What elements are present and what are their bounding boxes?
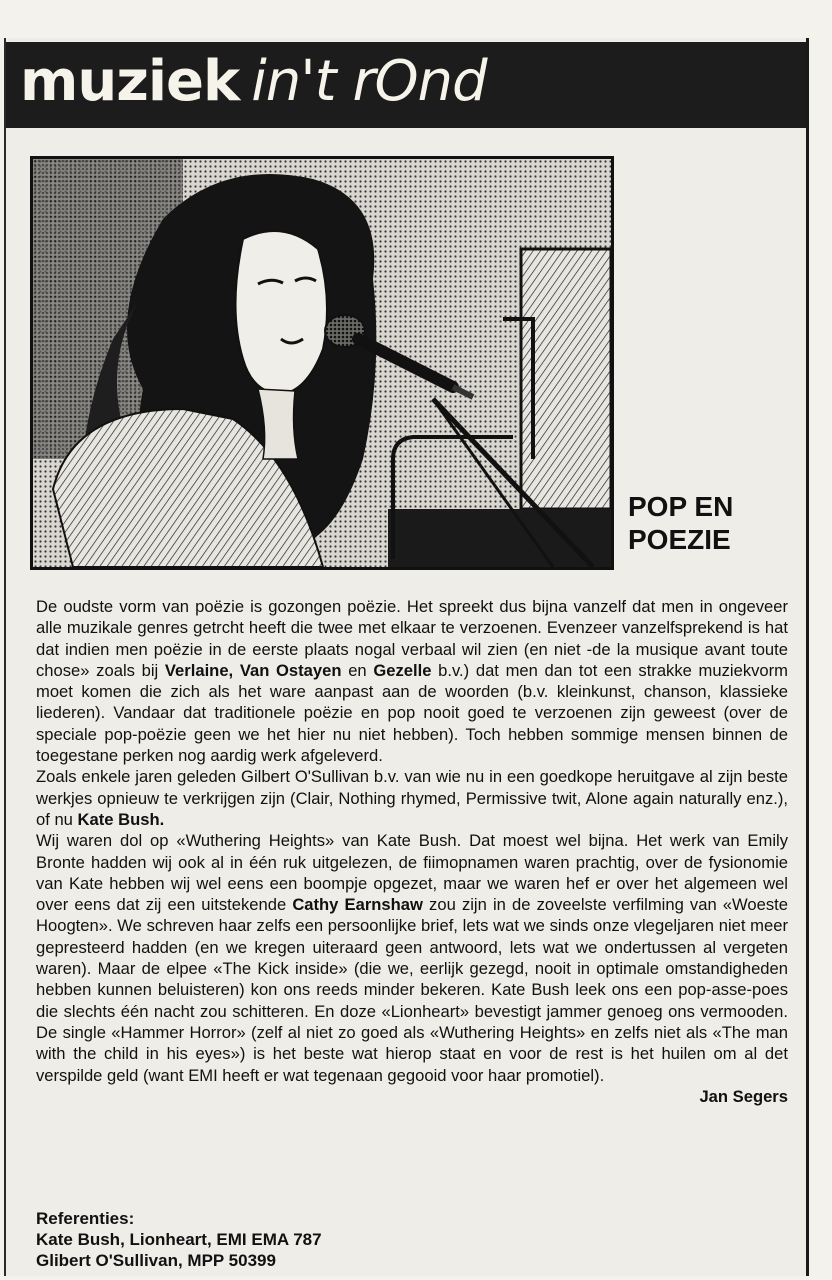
author-signature: Jan Segers <box>699 1086 788 1106</box>
newspaper-clipping <box>4 38 809 1276</box>
section-title-word2: in't rOnd <box>251 49 487 114</box>
references-line-2: Glibert O'Sullivan, MPP 50399 <box>36 1251 276 1270</box>
references-heading: Referenties: <box>36 1209 135 1228</box>
references <box>36 1208 536 1271</box>
headline-line2: POEZIE <box>628 524 731 555</box>
article-body <box>36 596 788 1107</box>
references-line-1: Kate Bush, Lionheart, EMI EMA 787 <box>36 1230 322 1249</box>
singer-illustration <box>30 156 614 570</box>
singer-with-microphone-illustration <box>33 159 611 567</box>
article-paragraph-3: Wij waren dol op «Wuthering Heights» van Kate Bush. Dat moest wel bijna. Het werk van Emily Bronte hadden wij ook al in één ruk uitgelezen, de fiimopnamen waren prachtig, over de fysionomie van Kate hebben wij wel eens een boompje opgezet, maar we waren hef er over het algemeen wel over eens dat zij een uitstekende Cathy Earnshaw zou zijn in de zoveelste verfilming van «Woeste Hoogten». We schreven haar zelfs een persoonlijke brief, lets wat we sinds onze vlegeljaren niet meer gepresteerd hadden (en we kregen uiteraard geen antwoord, lets wat we ondertussen al vergeten waren). Maar de elpee «The Kick inside» (die we, eerlijk gezegd, nooit in optimale omstandigheden hebben kunnen beluisteren) kon ons reeds minder bekeren. Kate Bush leek ons een pop-asse-poes die slechts één nacht zou schitteren. En doze «Lionheart» bevestigt jammer genoeg ons vermooden. De single «Hammer Horror» (zelf al niet zo goed als «Wuthering Heights» en zelfs niet als «The man with the child in his eyes») is het beste wat hierop staat en voor de rest is het huilen om al det verspilde geld (want EMI heeft er wat tegenaan gegooid voor haar promotiel). <box>36 831 788 1085</box>
article-paragraph-2: Zoals enkele jaren geleden Gilbert O'Sullivan b.v. van wie nu in een goedkope heruitgave al zijn beste werkjes opnieuw te verkrijgen zijn (Clair, Nothing rhymed, Permissive twit, Alone again naturally enz.), of nu Kate Bush. <box>36 767 788 829</box>
section-title-word1: muziek <box>20 49 240 114</box>
section-title <box>20 50 487 114</box>
section-banner <box>6 42 806 128</box>
article-paragraph-1: De oudste vorm van poëzie is gozongen poëzie. Het spreekt dus bijna vanzelf dat men in ongeveer alle muzikale genres getrcht heeft die twee met elkaar te verzoenen. Evenzeer vanzelfsprekend is hat dat indien men poëzie in de eerste plaats nogal verbaal wil zien (en niet -de la musique avant toute chose» zoals bij Verlaine, Van Ostayen en Gezelle b.v.) dat men dan tot een strakke muziekvorm moet komen die zich als het ware aanpast aan de woorden (b.v. kleinkunst, chanson, klassieke liederen). Vandaar dat traditionele poëzie en pop nooit goed te verzoenen zijn geweest (over de speciale pop-poëzie geen we het hier nu niet hebben). Toch hebben sommige mensen binnen de toegestane perken nog aardig werk afgeleverd. <box>36 597 788 766</box>
article-headline <box>628 490 798 556</box>
headline-line1: POP EN <box>628 491 734 522</box>
